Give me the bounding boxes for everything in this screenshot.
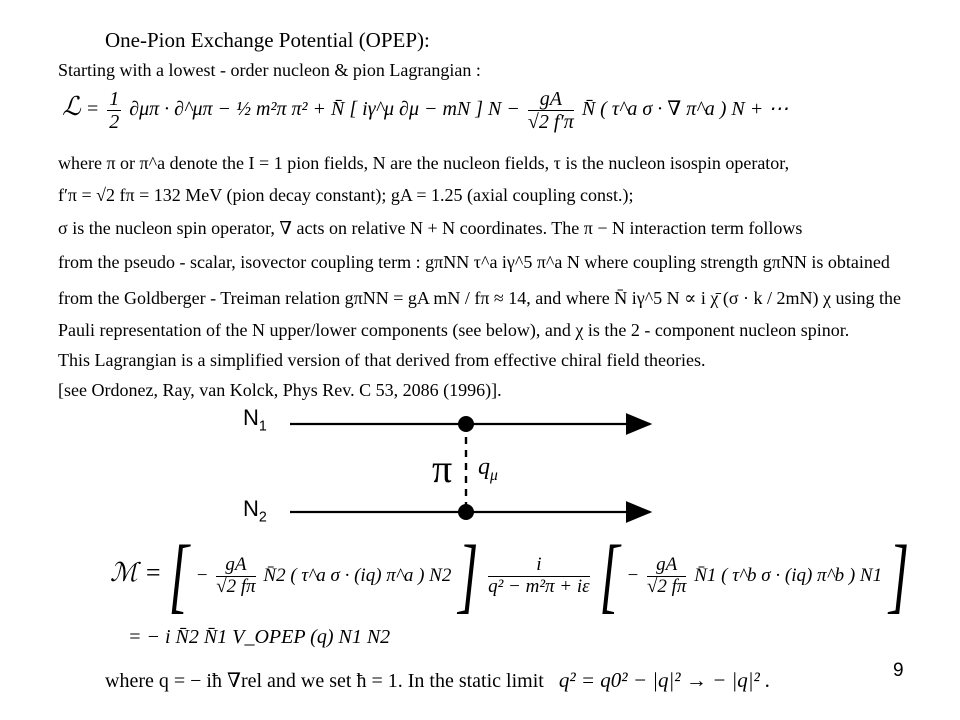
amplitude-opep-line: = − i N̄2 N̄1 V_OPEP (q) N1 N2 [128,626,391,648]
lagrangian-term-2: N̄ ( τ^a σ · ∇ π^a ) N + ⋯ [581,98,789,121]
label-pion: π [432,446,453,491]
label-n1: $N_1$ [243,405,267,435]
lagrangian-equation: ℒ = $\frac{1}{2}$ ∂μπ · ∂^μπ − ½ m²π π² + N̄ [ iγ^μ ∂μ − mN ] N − $\frac{gA}{√2 f'\pi}$ N̄ ( τ^a σ · ∇ π^a ) N + ⋯ [62,88,789,133]
text-line-intro: Starting with a lowest - order nucleon & pion Lagrangian : [58,60,481,80]
vertex-1 [458,416,474,432]
amplitude-factor2-coef: $\frac{gA}{√2 f\pi}$ [646,554,687,597]
amplitude-factor2-body: N̄1 ( τ^b σ · (iq) π^b ) N1 [694,564,883,586]
lagrangian-term-1: ∂μπ · ∂^μπ − ½ m²π π² + N̄ [ iγ^μ ∂μ − mN ] N − [129,98,520,121]
label-momentum: $q_\mu$ [478,454,498,484]
text-line-simplified: This Lagrangian is a simplified version of that derived from effective chiral field theories. [58,350,706,370]
text-line-coupling: from the pseudo - scalar, isovector coupling term : gπNN τ^a iγ^5 π^a N where coupling strength gπNN is obtained [58,252,890,272]
static-limit-line [105,668,770,693]
text-line-spin: σ is the nucleon spin operator, ∇ acts on relative N + N coordinates. The π − N interaction term follows [58,218,803,238]
amplitude-lhs: ℳ = [110,557,162,587]
lagrangian-symbol: ℒ [62,92,81,122]
vertex-2 [458,504,474,520]
amplitude-propagator: $\frac{i}{\text{q² − m²π + iε}}$ [488,554,590,597]
amplitude-equation: ℳ = [ − $\frac{gA}{√2 f\pi}$ N̄2 ( τ^a σ · (iq) π^a ) N2 ] $\frac{i}{\text{q² − m²π + iε}}$ [ − $\frac{gA}{√2 f\pi}$ N̄1 ( τ^b σ · (iq) π^b ) N1 ] [110,530,910,622]
label-n2: $N_2$ [243,496,267,526]
slide-title: One-Pion Exchange Potential (OPEP): [105,28,430,52]
text-line-pauli: Pauli representation of the N upper/lower components (see below), and χ is the 2 - component nucleon spinor. [58,320,850,340]
page-number: 9 [893,660,904,681]
text-line-fields: where π or π^a denote the I = 1 pion fields, N are the nucleon fields, τ is the nucleon isospin operator, [58,153,790,173]
text-line-reference: [see Ordonez, Ray, van Kolck, Phys Rev. C 53, 2086 (1996)]. [58,380,502,400]
static-limit-text: where q = − iħ ∇rel and we set ħ = 1. In the static limit [105,670,544,692]
static-limit-formula: q² = q0² − |q|² → − |q|² . [558,668,771,692]
lagrangian-coef-1: $\frac{1}{2}$ [109,88,120,133]
text-line-constants: f′π = √2 fπ = 132 MeV (pion decay constant); gA = 1.25 (axial coupling const.); [58,185,634,205]
amplitude-factor1-body: N̄2 ( τ^a σ · (iq) π^a ) N2 [263,564,452,586]
amplitude-factor1-coef: $\frac{gA}{√2 f\pi}$ [216,554,256,597]
text-line-goldberger: from the Goldberger - Treiman relation gπNN = gA mN / fπ ≈ 14, and where N̄ iγ^5 N ∝ i χ̄ (σ · k / 2mN) χ using the [58,288,902,308]
lagrangian-coef-2: $\frac{gA}{√2 f'\pi}$ [527,88,574,133]
